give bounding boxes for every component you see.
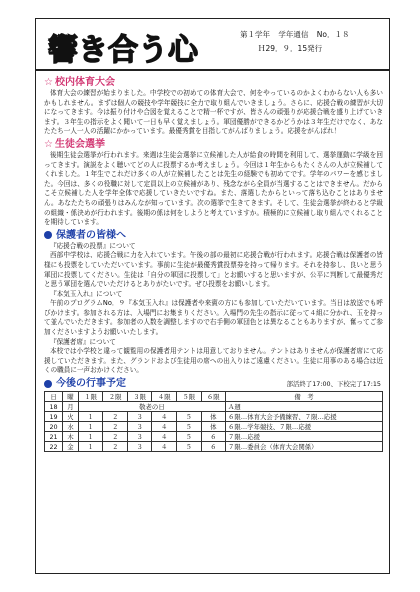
schedule-table bbox=[44, 391, 383, 452]
table-row bbox=[45, 432, 383, 442]
section-title: 生徒会選挙 bbox=[54, 138, 105, 150]
schedule-header bbox=[44, 376, 383, 390]
cell-notes: Ａ週 bbox=[226, 402, 383, 412]
cell-day: 22 bbox=[45, 442, 63, 452]
section-title: 校内体育大会 bbox=[54, 77, 115, 88]
section-heading-parents bbox=[44, 229, 383, 242]
newsletter-body bbox=[44, 75, 383, 452]
newsletter-page bbox=[35, 18, 390, 574]
cell-day: 18 bbox=[45, 402, 63, 412]
cell-period: ３ bbox=[127, 442, 152, 452]
section-title: 保護者の皆様へ bbox=[56, 229, 126, 241]
cell-period: ５ bbox=[176, 442, 201, 452]
cell-period: 体 bbox=[201, 412, 226, 422]
table-row bbox=[45, 442, 383, 452]
header-notes: 備 考 bbox=[226, 392, 383, 402]
cheer-vote-paragraph: 西部中学校は、応援合戦に力を入れています。午後の部の最初に応援合戦が行われます。応援合戦は保護者の皆様にも投票をしていただいています。事前に生徒が最優秀賞投票券を持って帰ります。それを持参し、良いと思う軍団に投票してください。生徒は「自分の軍団に投票して」とお願いすると思いますが、公平に判断して最優秀だと思う軍団を選んでいただけるとありがたいです。ぜひ投票をお願いします。 bbox=[44, 251, 383, 289]
cell-period: ６ bbox=[201, 442, 226, 452]
star-icon: ☆ bbox=[44, 77, 53, 88]
cell-period: １ bbox=[78, 412, 103, 422]
issue-date: Ｈ29．９．15発行 bbox=[258, 44, 323, 53]
header-period-6: ６限 bbox=[201, 392, 226, 402]
cell-period: ２ bbox=[103, 412, 128, 422]
header-rule bbox=[36, 69, 389, 71]
header-period-5: ５限 bbox=[176, 392, 201, 402]
section-title: 今後の行事予定 bbox=[56, 378, 126, 390]
header-period-1: １限 bbox=[78, 392, 103, 402]
cell-notes: ６限…学年競技、７限…応援 bbox=[226, 422, 383, 432]
masthead bbox=[36, 19, 389, 71]
cell-period: ４ bbox=[152, 442, 177, 452]
cell-period: ４ bbox=[152, 432, 177, 442]
cell-notes: ７限…応援 bbox=[226, 432, 383, 442]
cell-period: 体 bbox=[201, 422, 226, 432]
cell-period: ５ bbox=[176, 422, 201, 432]
newsletter-logo: 響き合う心 bbox=[48, 33, 198, 68]
cell-day: 20 bbox=[45, 422, 63, 432]
header-weekday: 曜 bbox=[63, 392, 79, 402]
table-row bbox=[45, 402, 383, 412]
sports-festival-paragraph: 体育大会の練習が始まりました。中学校での初めての体育大会で、何をやっているのかよくわからない人も多いかもしれません。まずは個人の競技や学年競技に全力で取り組んでいきましょう。さらに、応援合戦の練習が大切になってきます。今は振り付けや合図を覚えることで精一杯ですが、皆さんの頑張りが応援合戦を盛り上げていきます。３年生の指示をよく聞いて一日も早く覚えましょう。軍団優勝ができるかどうかは３年生だけでなく、あなたたち一人一人の活躍にかかっています。最優秀賞を目指してがんばりましょう。応援をがんばれ！ bbox=[44, 89, 383, 136]
cell-weekday: 金 bbox=[63, 442, 79, 452]
cell-weekday: 木 bbox=[63, 432, 79, 442]
section-heading-schedule bbox=[44, 377, 126, 390]
cell-period: ４ bbox=[152, 422, 177, 432]
grade-label: 第１学年 bbox=[240, 30, 270, 39]
cell-period: ２ bbox=[103, 432, 128, 442]
subheading-cheer-vote: 『応援合戦の投票』について bbox=[50, 241, 136, 250]
ball-toss-paragraph: 午前のプログラムNo．９『本気玉入れ』は保護者や来賓の方にも参加していただいています。当日は放送でも呼びかけます。参加される方は、入場門にお集まりください。入場門の先生の指示に従って４組に分かれ、玉を持って並んでいただきます。参加者の人数を調整しますので右手側の軍団色とは異なることもありますが、奮ってご参加くださいますようお願いいたします。 bbox=[44, 299, 383, 337]
dismissal-time: 部活終了17:00、下校完了17:15 bbox=[286, 379, 381, 388]
election-paragraph: 後期生徒会選挙が行われます。来週は生徒会選挙に立候補した人が給食の時間を利用して、選挙運動に学級を回ってきます。演説をよく聴いてどの人に投票するか考えましょう。今回は１年生からもたくさんの人が立候補してくれました。１年生でこれだけ多くの人が立候補したことは先生の経験でも初めてです。学年のパワーを感じました。今回は、多くの役職に対して定員以上の立候補があり、残念ながら全員が当選することはできません。だからこそ立候補した人を学年全体で応援していきたいですね。また、落選したからといって落ち込むことはありません。あなたたちの頑張りはみんなが知っています。次の選挙で生きてきます。そして、生徒会選挙が終わると学級の組織・係決めが行われます。後期の係は何をしようと考えていますか。積極的に立候補し取り組んでくれることを期待しています。 bbox=[44, 150, 383, 227]
cell-period: ５ bbox=[176, 432, 201, 442]
header-day: 日 bbox=[45, 392, 63, 402]
cell-period: ３ bbox=[127, 432, 152, 442]
cell-period: ３ bbox=[127, 422, 152, 432]
table-row bbox=[45, 422, 383, 432]
header-period-2: ２限 bbox=[103, 392, 128, 402]
cell-period: ６ bbox=[201, 432, 226, 442]
cell-day: 19 bbox=[45, 412, 63, 422]
subheading-ball-toss: 『本気玉入れ』について bbox=[50, 289, 123, 298]
cell-day: 21 bbox=[45, 432, 63, 442]
cell-period: ２ bbox=[103, 422, 128, 432]
subheading-parent-seats: 『保護者席』について bbox=[50, 337, 116, 346]
section-heading-sports-festival bbox=[44, 76, 383, 89]
cell-notes: ７限…委員会（体育大会関係） bbox=[226, 442, 383, 452]
cell-period: ３ bbox=[127, 412, 152, 422]
cell-weekday: 水 bbox=[63, 422, 79, 432]
issue-number: No．１８ bbox=[316, 30, 350, 39]
cell-weekday: 月 bbox=[63, 402, 79, 412]
bullet-icon bbox=[44, 380, 52, 388]
cell-period: ２ bbox=[103, 442, 128, 452]
cell-period: １ bbox=[78, 432, 103, 442]
schedule-header-row bbox=[45, 392, 383, 402]
cell-notes: ６限…体育大会予備練習、７限…応援 bbox=[226, 412, 383, 422]
cell-period: １ bbox=[78, 442, 103, 452]
cell-period: ５ bbox=[176, 412, 201, 422]
cell-period: １ bbox=[78, 422, 103, 432]
bullet-icon bbox=[44, 231, 52, 239]
issue-info bbox=[240, 29, 355, 40]
cell-holiday: 敬老の日 bbox=[78, 402, 225, 412]
newsletter-label: 学年通信 bbox=[278, 30, 309, 39]
header-period-4: ４限 bbox=[152, 392, 177, 402]
cell-period: ４ bbox=[152, 412, 177, 422]
parent-seats-paragraph: 本校では小学校と違って観覧用の保護者用テントは用意しておりません。テントはありませんが保護者席にて応援していただきます。また、グランドおよび生徒用の席への出入りはご遠慮ください。生徒に用事のある場合は近くの職員に一声おかけください。 bbox=[44, 347, 383, 375]
star-icon: ☆ bbox=[44, 138, 53, 150]
header-period-3: ３限 bbox=[127, 392, 152, 402]
cell-weekday: 火 bbox=[63, 412, 79, 422]
table-row bbox=[45, 412, 383, 422]
section-heading-election bbox=[44, 138, 383, 151]
